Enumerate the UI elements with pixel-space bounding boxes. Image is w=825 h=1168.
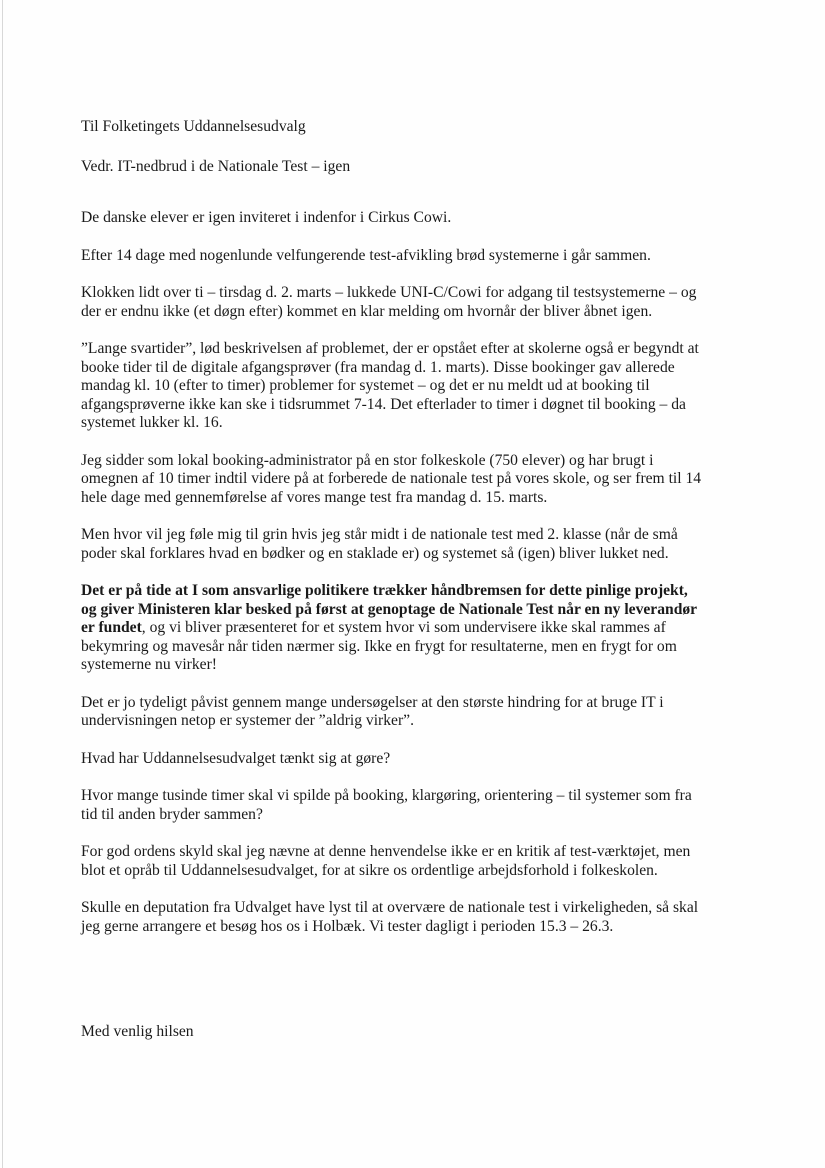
paragraph-studies: Det er jo tydeligt påvist gennem mange undersøgelser at den største hindring for at bruge IT i undervisningen netop er systemer der ”aldrig virker”. <box>81 693 664 729</box>
closing-line: Med venlig hilsen <box>81 1023 194 1040</box>
paragraph-closure: Klokken lidt over ti – tirsdag d. 2. marts – lukkede UNI-C/Cowi for adgang til testsystemerne – og der er endnu ikke (et døgn efter) kommet en klar melding om hvornår der bliver åbnet igen. <box>81 284 697 320</box>
scan-edge-line <box>2 0 3 1168</box>
paragraph-hours-wasted: Hvor mange tusinde timer skal vi spilde på booking, klargøring, orientering – til systemer som fra tid til anden bryder sammen? <box>81 787 692 823</box>
paragraph-booking-admin: Jeg sidder som lokal booking-administrator på en stor folkeskole (750 elever) og har brugt i omegnen af 10 timer indtil videre på at forberede de nationale test på vores skole, og ser frem til 14 hele dage med gennemførelse af vores mange test fra mandag d. 15. marts. <box>81 451 702 506</box>
paragraph-clarification: For god ordens skyld skal jeg nævne at denne henvendelse ikke er en kritik af test-værktøjet, men blot et opråb til Uddannelsesudvalget, for at sikre os ordentlige arbejdsforhold i folkeskolen. <box>81 843 691 879</box>
paragraph-demand <box>81 582 771 675</box>
subject-line: Vedr. IT-nedbrud i de Nationale Test – igen <box>81 157 351 175</box>
paragraph-intro: De danske elever er igen inviteret i indenfor i Cirkus Cowi. <box>81 209 452 226</box>
letter-body <box>81 118 771 955</box>
demand-bold-text: Det er på tide at I som ansvarlige politikere trækker håndbremsen for dette pinlige projekt, og giver Ministeren klar besked på først at genoptage de Nationale Test når en ny leverandør er fundet <box>81 582 698 636</box>
paragraph-second-grade: Men hvor vil jeg føle mig til grin hvis jeg står midt i de nationale test med 2. klasse (når de små poder skal forklares hvad en bødker og en staklade er) og systemet så (igen) bliver lukket ned. <box>81 526 678 562</box>
recipient-line: Til Folketingets Uddannelsesudvalg <box>81 118 306 135</box>
paragraph-invitation: Skulle en deputation fra Udvalget have lyst til at overvære de nationale test i virkeligheden, så skal jeg gerne arrangere et besøg hos os i Holbæk. Vi tester dagligt i perioden 15.3 – 26.3. <box>81 899 699 935</box>
paragraph-breakdown: Efter 14 dage med nogenlunde velfungerende test-afvikling brød systemerne i går sammen. <box>81 246 651 264</box>
paragraph-response-times: ”Lange svartider”, lød beskrivelsen af problemet, der er opstået efter at skolerne også er begyndt at booke tider til de digitale afgangsprøver (fra mandag d. 1. marts). Disse bookinger gav allerede mandag kl. 10 (efter to timer) problemer for systemet – og det er nu meldt ud at booking til afgangsprøverne ikke kan ske i tidsrummet 7-14. Det efterlader to timer i døgnet til booking – da systemet lukker kl. 16. <box>81 340 699 431</box>
demand-normal-text: , og vi bliver præsenteret for et system hvor vi som undervisere ikke skal rammes af bekymring og mavesår når tiden nærmer sig. Ikke en frygt for resultaterne, men en frygt for om systemerne nu virker! <box>81 619 677 673</box>
paragraph-question: Hvad har Uddannelsesudvalget tænkt sig at gøre? <box>81 749 391 767</box>
